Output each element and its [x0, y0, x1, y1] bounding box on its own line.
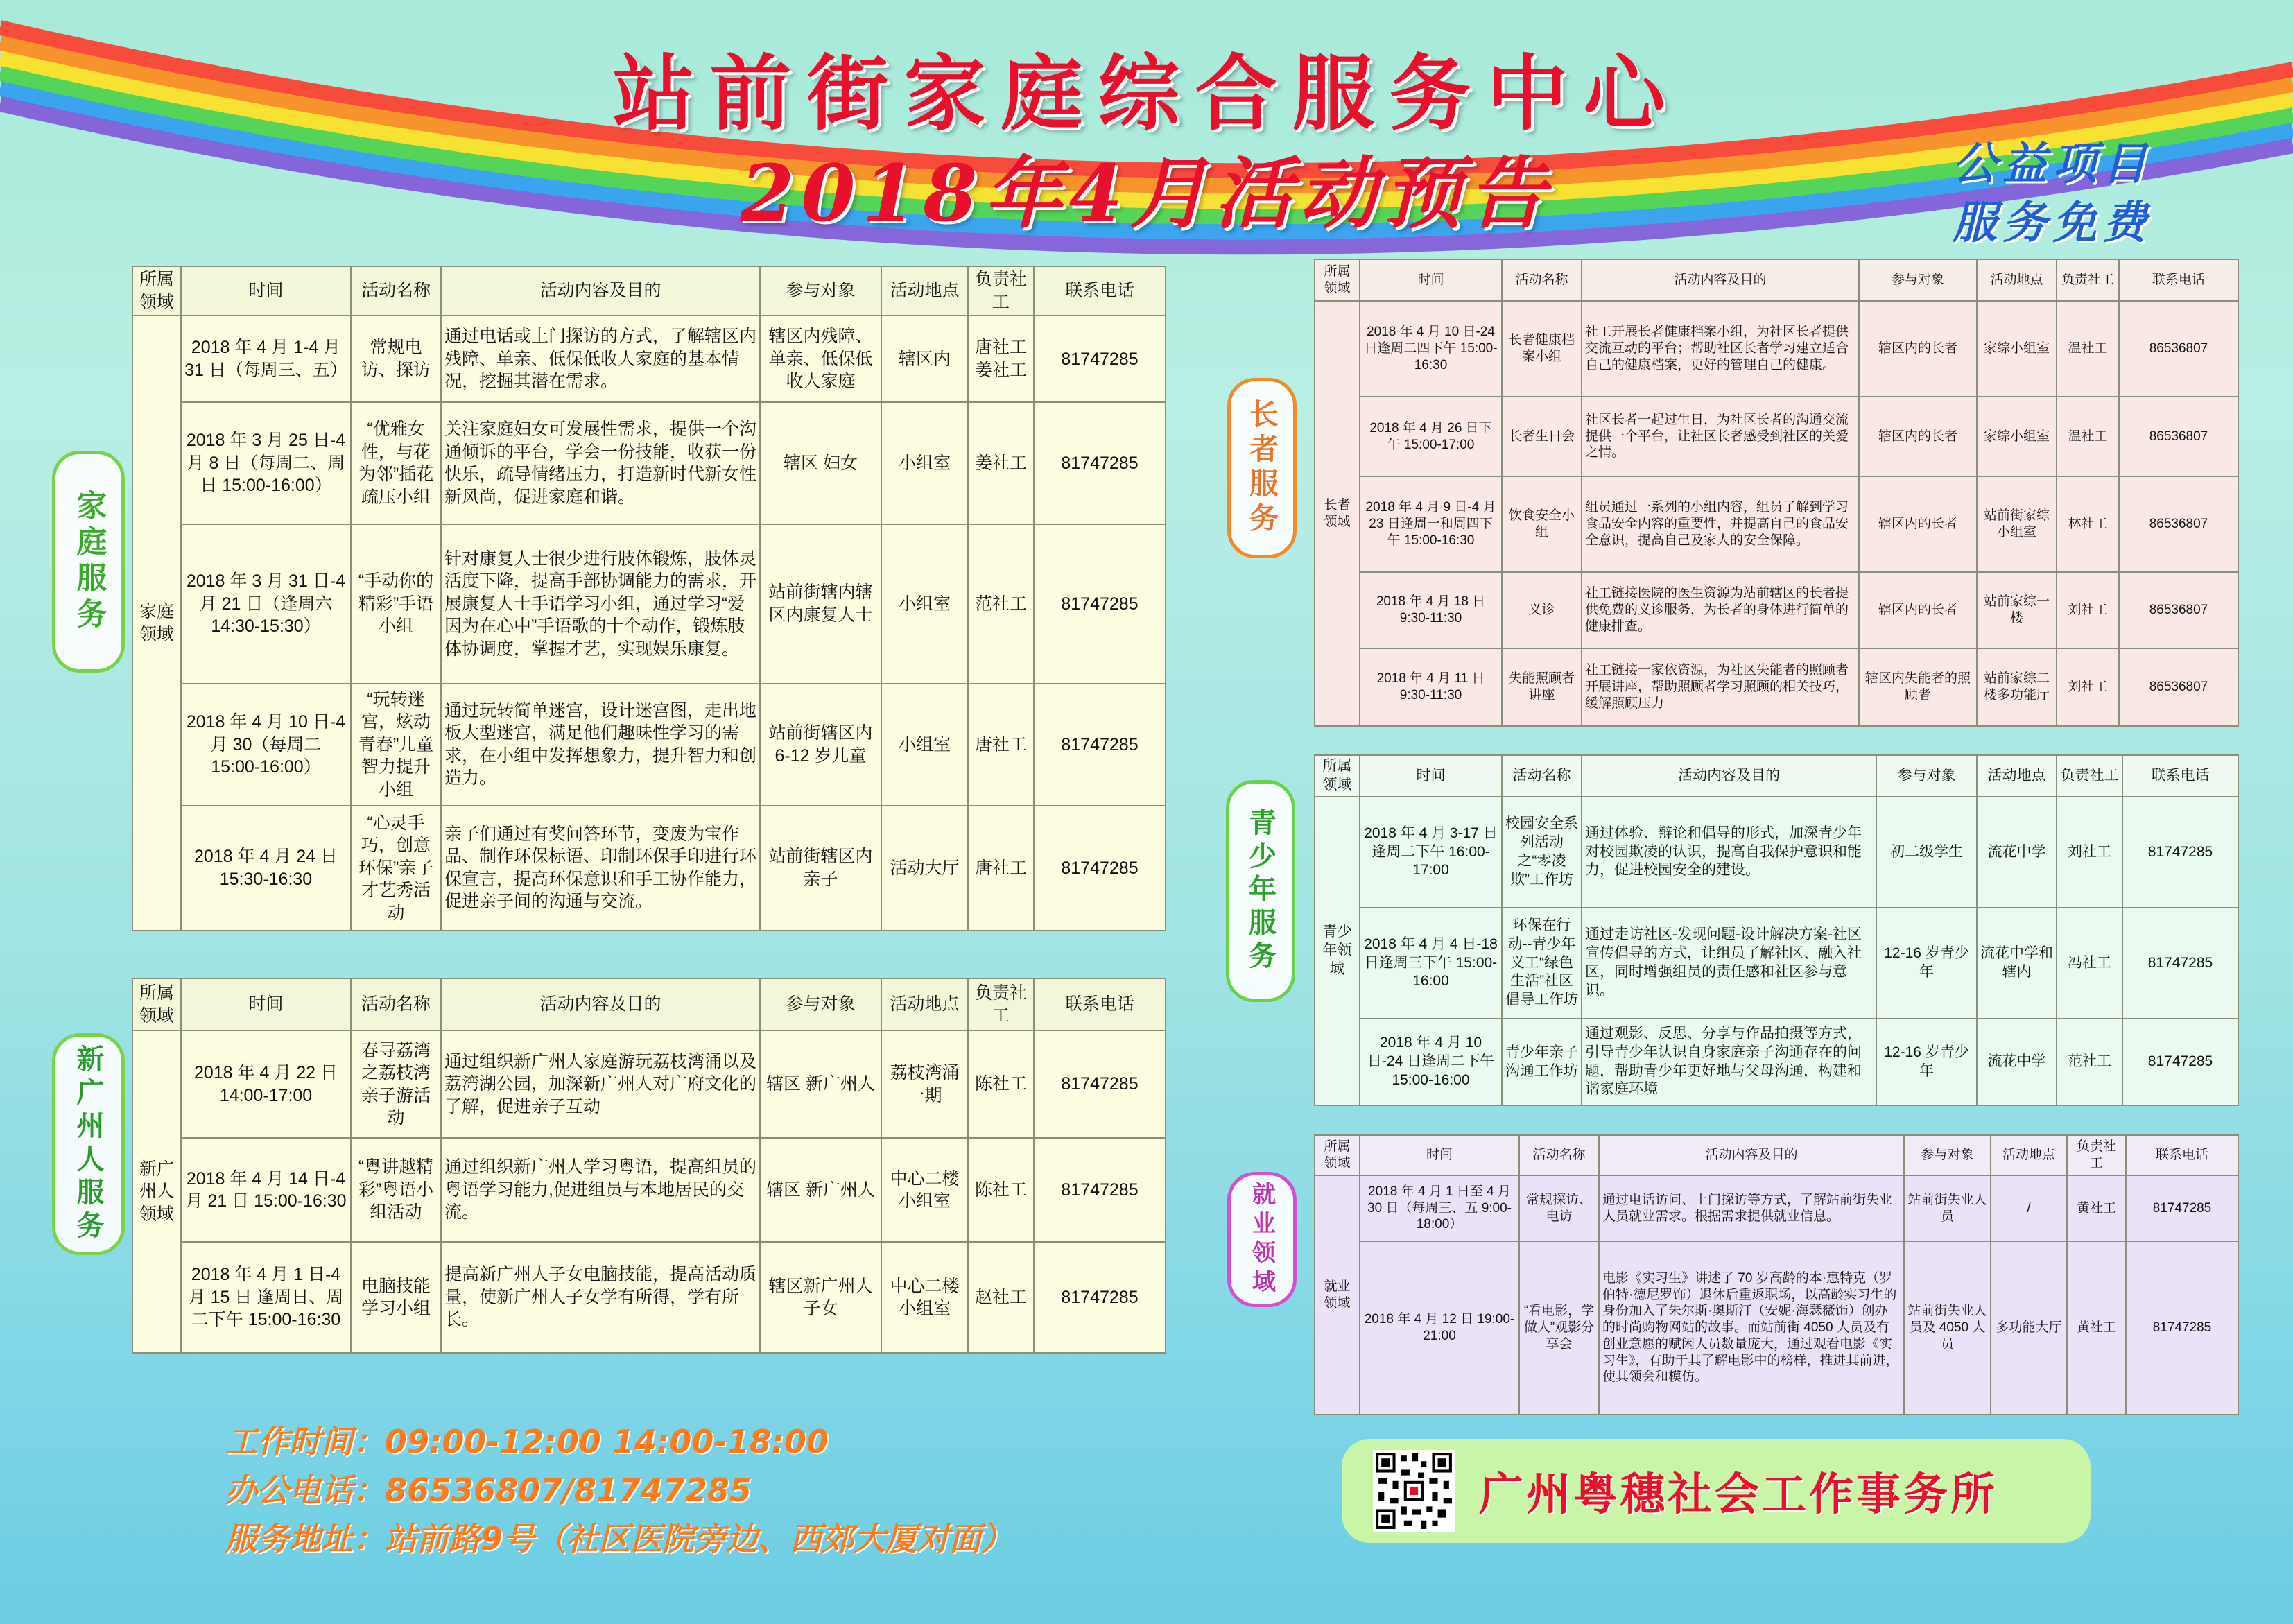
table-row	[132, 684, 1166, 805]
worker-cell: 唐社工 姜社工	[968, 316, 1034, 402]
table-row	[1315, 1019, 2238, 1105]
table-row	[132, 1242, 1166, 1353]
header-target: 参与对象	[1904, 1135, 1991, 1175]
youth-panel	[1314, 754, 2238, 1105]
header-content: 活动内容及目的	[1582, 755, 1876, 797]
header-name: 活动名称	[351, 266, 441, 316]
content-cell: 提高新广州人子女电脑技能，提高活动质量，使新广州人子女学有所得，学有所长。	[441, 1242, 760, 1353]
phone-cell: 81747285	[1034, 1242, 1166, 1353]
time-cell: 2018 年 4 月 14 日-4 月 21 日 15:00-16:30	[181, 1138, 351, 1242]
table-row	[132, 1138, 1166, 1242]
table-row	[1315, 1241, 2238, 1415]
place-cell: 家综小组室	[1977, 397, 2057, 476]
phone-cell: 86536807	[2119, 648, 2238, 726]
name-cell: 校园安全系列活动之“零凌欺”工作坊	[1502, 797, 1582, 908]
worker-cell: 刘社工	[2057, 572, 2119, 648]
header-time: 时间	[1360, 259, 1502, 301]
place-cell: 辖区内	[881, 316, 968, 402]
place-cell: 流花中学和辖内	[1977, 908, 2057, 1019]
time-cell: 2018 年 4 月 1 日-4 月 15 日 逢周日、周二下午 15:00-16:30	[181, 1242, 351, 1353]
target-cell: 12-16 岁青少年	[1876, 1019, 1977, 1105]
place-cell: 站前家综二楼多功能厅	[1977, 648, 2057, 726]
content-cell: 社工开展长者健康档案小组，为社区长者提供交流互动的平台；帮助社区长者学习建立适合自己的健康档案，更好的管理自己的健康。	[1582, 301, 1859, 397]
name-cell: “看电影，学做人”观影分享会	[1519, 1241, 1599, 1415]
time-cell: 2018 年 4 月 18 日 9:30-11:30	[1360, 572, 1502, 648]
target-cell: 12-16 岁青少年	[1876, 908, 1977, 1019]
phone-cell: 81747285	[2122, 797, 2238, 908]
worker-cell: 陈社工	[968, 1030, 1034, 1138]
badge-job: 就业领域	[1227, 1172, 1297, 1307]
place-cell: 中心二楼小组室	[881, 1242, 968, 1353]
main-title: 站前街家庭综合服务中心	[612, 45, 1681, 141]
phone-cell: 81747285	[1034, 524, 1166, 684]
target-cell: 辖区内的长者	[1859, 476, 1977, 572]
job-panel	[1314, 1134, 2238, 1415]
header-phone: 联系电话	[1034, 978, 1166, 1030]
content-cell: 通过电话访问、上门探访等方式，了解站前街失业人员就业需求。根据需求提供就业信息。	[1599, 1175, 1904, 1241]
table-row	[132, 524, 1166, 684]
content-cell: 通过观影、反思、分享与作品拍摄等方式，引导青少年认识自身家庭亲子沟通存在的问题，帮助青少年更好地与父母沟通，构建和谐家庭环境	[1582, 1019, 1876, 1105]
header-time: 时间	[1360, 1135, 1519, 1175]
time-cell: 2018 年 3 月 25 日-4 月 8 日（每周二、周日 15:00-16:00）	[181, 402, 351, 524]
area-cell: 新广州人领域	[132, 1030, 181, 1353]
content-cell: 针对康复人士很少进行肢体锻炼，肢体灵活度下降，提高手部协调能力的需求，开展康复人士手语学习小组，通过学习“爱因为在心中”手语歌的十个动作，锻炼肢体协调度，掌握才艺，实现娱乐康复。	[441, 524, 760, 684]
area-cell: 家庭领域	[132, 316, 181, 931]
place-cell: /	[1991, 1175, 2067, 1241]
elder-header-row	[1315, 259, 2238, 301]
name-cell: 长者健康档案小组	[1502, 301, 1582, 397]
phone-cell: 81747285	[1034, 1030, 1166, 1138]
header-worker: 负责社工	[968, 266, 1034, 316]
org-name: 广州粤穗社会工作事务所	[1479, 1469, 1998, 1521]
time-cell: 2018 年 4 月 10 日-4 月 30（每周二 15:00-16:00）	[181, 684, 351, 805]
time-cell: 2018 年 4 月 10 日-24 日逢周二四下午 15:00-16:30	[1360, 301, 1502, 397]
content-cell: 亲子们通过有奖问答环节，变废为宝作品、制作环保标语、印制环保手印进行环保宣言，提高环保意识和手工协作能力，促进亲子间的沟通与交流。	[441, 806, 760, 931]
worker-cell: 唐社工	[968, 806, 1034, 931]
place-cell: 小组室	[881, 524, 968, 684]
table-row	[1315, 648, 2238, 726]
header-name: 活动名称	[1502, 755, 1582, 797]
time-cell: 2018 年 4 月 1-4 月 31 日（每周三、五）	[181, 316, 351, 402]
place-cell: 流花中学	[1977, 797, 2057, 908]
content-cell: 社区长者一起过生日，为社区长者的沟通交流提供一个平台，让社区长者感受到社区的关爱之情。	[1582, 397, 1859, 476]
org-banner	[1342, 1439, 2091, 1543]
target-cell: 站前街辖区内亲子	[760, 806, 881, 931]
subtitle: 2018年4月活动预告	[740, 148, 1553, 239]
content-cell: 通过玩转简单迷宫，设计迷宫图，走出地板大型迷宫，满足他们趣味性学习的需求，在小组中发挥想象力，提升智力和创造力。	[441, 684, 760, 805]
phone-cell: 81747285	[2126, 1175, 2238, 1241]
header-worker: 负责社工	[968, 978, 1034, 1030]
header-phone: 联系电话	[2119, 259, 2238, 301]
target-cell: 辖区 新广州人	[760, 1138, 881, 1242]
area-cell: 就业领域	[1315, 1175, 1360, 1415]
header-name: 活动名称	[351, 978, 441, 1030]
youth-header-row	[1315, 755, 2238, 797]
time-cell: 2018 年 4 月 26 日下午 15:00-17:00	[1360, 397, 1502, 476]
footer-address: 服务地址：站前路9号（社区医院旁边、西郊大厦对面）	[225, 1520, 1014, 1557]
name-cell: “心灵手巧，创意环保”亲子才艺秀活动	[351, 806, 441, 931]
place-cell: 多功能大厅	[1991, 1241, 2067, 1415]
target-cell: 辖区内的长者	[1859, 572, 1977, 648]
target-cell: 辖区 新广州人	[760, 1030, 881, 1138]
worker-cell: 陈社工	[968, 1138, 1034, 1242]
content-cell: 组员通过一系列的小组内容，组员了解到学习食品安全内容的重要性，并提高自己的食品安全意识，提高自己及家人的安全保障。	[1582, 476, 1859, 572]
header-time: 时间	[181, 266, 351, 316]
name-cell: 失能照顾者讲座	[1502, 648, 1582, 726]
name-cell: 饮食安全小组	[1502, 476, 1582, 572]
phone-cell: 81747285	[1034, 316, 1166, 402]
header-time: 时间	[181, 978, 351, 1030]
area-cell: 青少年领域	[1315, 797, 1360, 1105]
phone-cell: 86536807	[2119, 476, 2238, 572]
target-cell: 辖区内的长者	[1859, 301, 1977, 397]
table-row	[132, 316, 1166, 402]
content-cell: 通过电话或上门探访的方式，了解辖区内残障、单亲、低保低收人家庭的基本情况，挖掘其潜在需求。	[441, 316, 760, 402]
worker-cell: 刘社工	[2057, 797, 2122, 908]
content-cell: 社工链接医院的医生资源为站前辖区的长者提供免费的义诊服务，为长者的身体进行简单的健康排查。	[1582, 572, 1859, 648]
worker-cell: 林社工	[2057, 476, 2119, 572]
header-content: 活动内容及目的	[441, 266, 760, 316]
header-target: 参与对象	[1876, 755, 1977, 797]
time-cell: 2018 年 4 月 9 日-4 月 23 日逢周一和周四下午 15:00-16:30	[1360, 476, 1502, 572]
header-name: 活动名称	[1519, 1135, 1599, 1175]
job-header-row	[1315, 1135, 2238, 1175]
header-place: 活动地点	[1977, 259, 2057, 301]
time-cell: 2018 年 4 月 24 日 15:30-16:30	[181, 806, 351, 931]
target-cell: 辖区 妇女	[760, 402, 881, 524]
table-row	[1315, 476, 2238, 572]
footer-phone: 办公电话：86536807/81747285	[225, 1471, 752, 1509]
header-content: 活动内容及目的	[441, 978, 760, 1030]
content-cell: 关注家庭妇女可发展性需求，提供一个沟通倾诉的平台，学会一份技能，收获一份快乐，疏导情绪压力，打造新时代新女性新风尚，促进家庭和谐。	[441, 402, 760, 524]
badge-newgz: 新广州人服务	[52, 1033, 125, 1255]
header-phone: 联系电话	[2122, 755, 2238, 797]
worker-cell: 黄社工	[2067, 1241, 2126, 1415]
family-panel	[132, 266, 1165, 931]
header-area: 所属领域	[1315, 755, 1360, 797]
content-cell: 通过组织新广州人家庭游玩荔枝湾涌以及荔湾湖公园，加深新广州人对广府文化的了解，促进亲子互动	[441, 1030, 760, 1138]
content-cell: 通过体验、辩论和倡导的形式，加深青少年对校园欺凌的认识，提高自我保护意识和能力，促进校园安全的建设。	[1582, 797, 1876, 908]
target-cell: 站前街辖内辖区内康复人士	[760, 524, 881, 684]
elder-panel	[1314, 259, 2238, 725]
content-cell: 通过组织新广州人学习粤语，提高组员的粤语学习能力,促进组员与本地居民的交流。	[441, 1138, 760, 1242]
table-row	[132, 1030, 1166, 1138]
phone-cell: 81747285	[2126, 1241, 2238, 1415]
time-cell: 2018 年 4 月 10 日-24 日逢周二下午 15:00-16:00	[1360, 1019, 1502, 1105]
area-cell: 长者领域	[1315, 301, 1360, 726]
header-target: 参与对象	[760, 266, 881, 316]
header-place: 活动地点	[881, 266, 968, 316]
slogan-line-2: 服务免费	[1953, 197, 2152, 249]
header-worker: 负责社工	[2057, 259, 2119, 301]
header-area: 所属领域	[132, 978, 181, 1030]
name-cell: “优雅女性，与花为邻”插花疏压小组	[351, 402, 441, 524]
table-row	[1315, 797, 2238, 908]
content-cell: 社工链接一家依资源，为社区失能者的照顾者开展讲座，帮助照顾者学习照顾的相关技巧，缓解照顾压力	[1582, 648, 1859, 726]
target-cell: 站前街失业人员	[1904, 1175, 1991, 1241]
phone-cell: 81747285	[1034, 402, 1166, 524]
name-cell: “玩转迷宫，炫动青春”儿童智力提升小组	[351, 684, 441, 805]
header-worker: 负责社工	[2057, 755, 2122, 797]
header-area: 所属领域	[1315, 1135, 1360, 1175]
header-time: 时间	[1360, 755, 1502, 797]
time-cell: 2018 年 4 月 3-17 日逢周二下午 16:00-17:00	[1360, 797, 1502, 908]
header-target: 参与对象	[1859, 259, 1977, 301]
place-cell: 站前街家综小组室	[1977, 476, 2057, 572]
time-cell: 2018 年 4 月 4 日-18 日逢周三下午 15:00-16:00	[1360, 908, 1502, 1019]
name-cell: 青少年亲子沟通工作坊	[1502, 1019, 1582, 1105]
worker-cell: 范社工	[2057, 1019, 2122, 1105]
target-cell: 站前街辖区内 6-12 岁儿童	[760, 684, 881, 805]
header-area: 所属领域	[1315, 259, 1360, 301]
name-cell: 常规探访、电访	[1519, 1175, 1599, 1241]
table-row	[1315, 572, 2238, 648]
content-cell: 电影《实习生》讲述了 70 岁高龄的本·惠特克（罗伯特·德尼罗饰）退休后重返职场，以高龄实习生的身份加入了朱尔斯·奥斯汀（安妮·海瑟薇饰）创办的时尚购物网站的故事。而站前街 4050 人员及有创业意愿的赋闲人员数量庞大，通过观看电影《实习生》，有助于其了解电影中的榜样，推进其前进，使其领会和模仿。	[1599, 1241, 1904, 1415]
phone-cell: 86536807	[2119, 301, 2238, 397]
header-phone: 联系电话	[1034, 266, 1166, 316]
name-cell: 环保在行动--青少年义工“绿色生活”社区倡导工作坊	[1502, 908, 1582, 1019]
worker-cell: 姜社工	[968, 402, 1034, 524]
table-row	[1315, 397, 2238, 476]
header-target: 参与对象	[760, 978, 881, 1030]
qr-code-icon[interactable]	[1373, 1450, 1455, 1532]
time-cell: 2018 年 4 月 11 日 9:30-11:30	[1360, 648, 1502, 726]
time-cell: 2018 年 4 月 12 日 19:00-21:00	[1360, 1241, 1519, 1415]
name-cell: “手动你的精彩”手语小组	[351, 524, 441, 684]
header-place: 活动地点	[1977, 755, 2057, 797]
worker-cell: 温社工	[2057, 301, 2119, 397]
name-cell: 电脑技能学习小组	[351, 1242, 441, 1353]
worker-cell: 唐社工	[968, 684, 1034, 805]
table-row	[132, 402, 1166, 524]
place-cell: 站前家综一楼	[1977, 572, 2057, 648]
worker-cell: 赵社工	[968, 1242, 1034, 1353]
table-row	[1315, 301, 2238, 397]
header-content: 活动内容及目的	[1599, 1135, 1904, 1175]
name-cell: 长者生日会	[1502, 397, 1582, 476]
header-worker: 负责社工	[2067, 1135, 2126, 1175]
target-cell: 辖区内失能者的照顾者	[1859, 648, 1977, 726]
worker-cell: 黄社工	[2067, 1175, 2126, 1241]
name-cell: 常规电访、探访	[351, 316, 441, 402]
badge-youth: 青少年服务	[1226, 780, 1295, 1002]
header-place: 活动地点	[881, 978, 968, 1030]
target-cell: 辖区新广州人子女	[760, 1242, 881, 1353]
phone-cell: 81747285	[2122, 908, 2238, 1019]
badge-elder: 长者服务	[1227, 378, 1297, 558]
target-cell: 辖区内的长者	[1859, 397, 1977, 476]
header-place: 活动地点	[1991, 1135, 2067, 1175]
slogan-line-1: 公益项目	[1953, 138, 2152, 190]
time-cell: 2018 年 4 月 1 日至 4 月 30 日（每周三、五 9:00-18:00）	[1360, 1175, 1519, 1241]
footer-hours: 工作时间：09:00-12:00 14:00-18:00	[225, 1423, 829, 1460]
newgz-header-row	[132, 978, 1166, 1030]
place-cell: 中心二楼小组室	[881, 1138, 968, 1242]
name-cell: “粤讲越精彩”粤语小组活动	[351, 1138, 441, 1242]
table-row	[1315, 908, 2238, 1019]
phone-cell: 81747285	[1034, 684, 1166, 805]
table-row	[1315, 1175, 2238, 1241]
worker-cell: 范社工	[968, 524, 1034, 684]
header-name: 活动名称	[1502, 259, 1582, 301]
header-phone: 联系电话	[2126, 1135, 2238, 1175]
time-cell: 2018 年 4 月 22 日 14:00-17:00	[181, 1030, 351, 1138]
place-cell: 家综小组室	[1977, 301, 2057, 397]
place-cell: 小组室	[881, 402, 968, 524]
worker-cell: 刘社工	[2057, 648, 2119, 726]
content-cell: 通过走访社区-发现问题-设计解决方案-社区宣传倡导的方式，让组员了解社区、融入社区，同时增强组员的责任感和社区参与意识。	[1582, 908, 1876, 1019]
badge-family: 家庭服务	[52, 451, 125, 673]
time-cell: 2018 年 3 月 31 日-4 月 21 日（逢周六 14:30-15:30）	[181, 524, 351, 684]
newgz-panel	[132, 978, 1165, 1352]
target-cell: 辖区内残障、单亲、低保低收人家庭	[760, 316, 881, 402]
phone-cell: 81747285	[1034, 806, 1166, 931]
header-content: 活动内容及目的	[1582, 259, 1859, 301]
header-area: 所属领域	[132, 266, 181, 316]
phone-cell: 81747285	[1034, 1138, 1166, 1242]
target-cell: 站前街失业人员及 4050 人员	[1904, 1241, 1991, 1415]
target-cell: 初二级学生	[1876, 797, 1977, 908]
phone-cell: 86536807	[2119, 397, 2238, 476]
worker-cell: 冯社工	[2057, 908, 2122, 1019]
phone-cell: 81747285	[2122, 1019, 2238, 1105]
phone-cell: 86536807	[2119, 572, 2238, 648]
name-cell: 义诊	[1502, 572, 1582, 648]
place-cell: 小组室	[881, 684, 968, 805]
family-header-row	[132, 266, 1166, 316]
place-cell: 流花中学	[1977, 1019, 2057, 1105]
place-cell: 活动大厅	[881, 806, 968, 931]
name-cell: 春寻荔湾之荔枝湾亲子游活动	[351, 1030, 441, 1138]
place-cell: 荔枝湾涌一期	[881, 1030, 968, 1138]
table-row	[132, 806, 1166, 931]
worker-cell: 温社工	[2057, 397, 2119, 476]
